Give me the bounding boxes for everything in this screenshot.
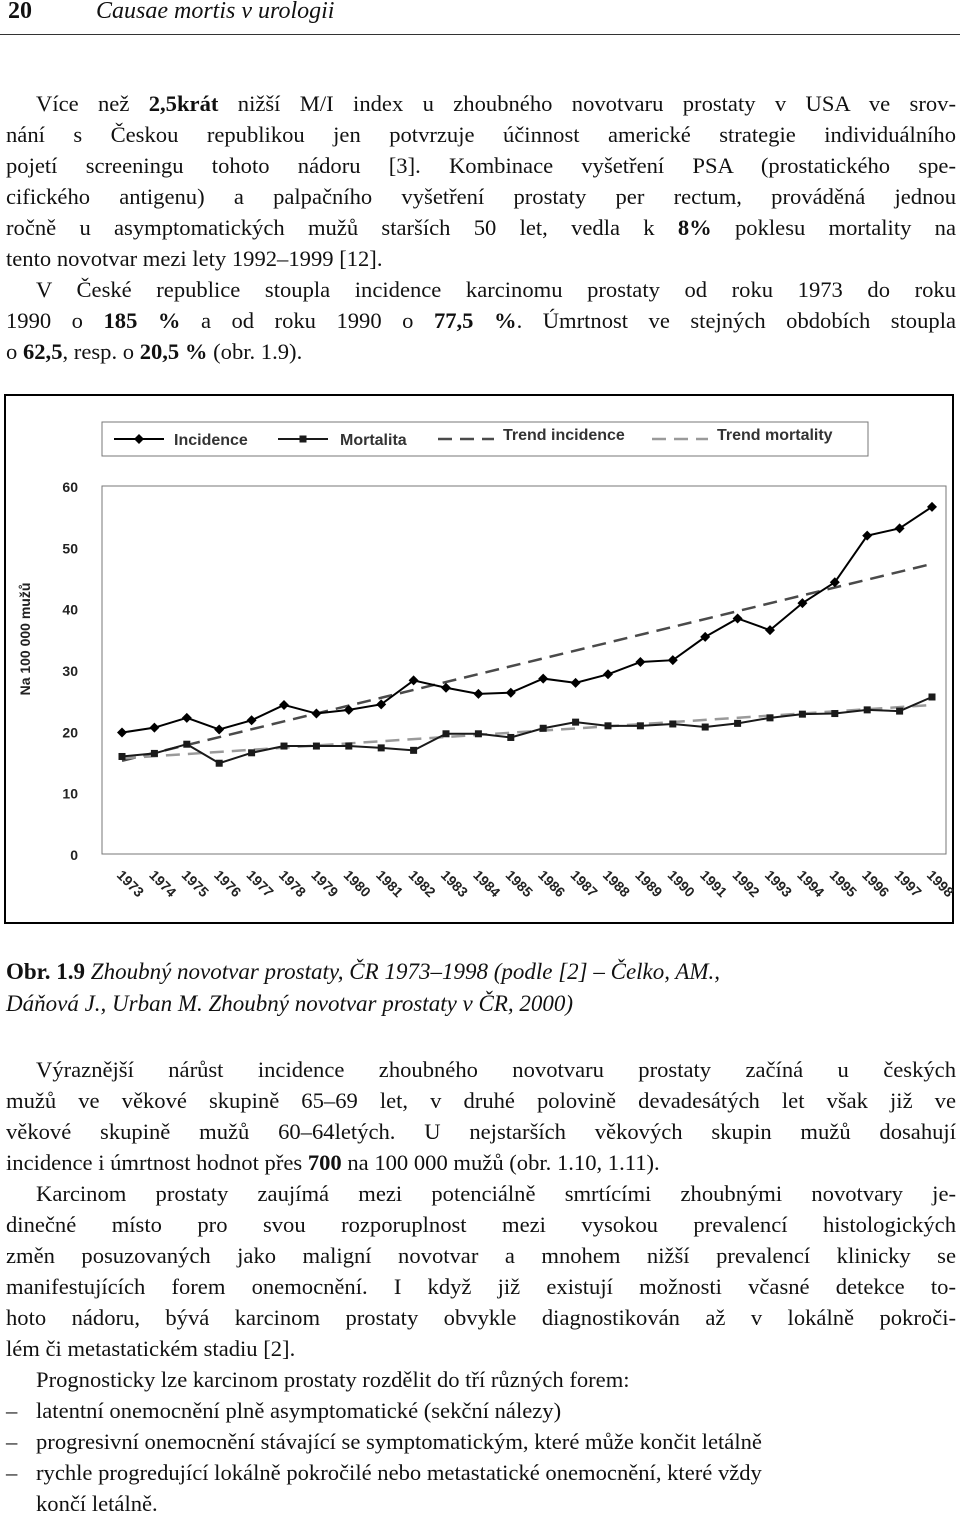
y-tick-label: 30 — [62, 663, 78, 679]
page-header — [0, 0, 960, 35]
text-line — [6, 119, 956, 150]
x-tick-label: 1989 — [632, 866, 666, 901]
text-segment: lém či metastatickém stadiu [2]. — [6, 1336, 296, 1361]
text-segment: tento novotvar mezi lety 1992–1999 [12]. — [6, 246, 383, 271]
mortality-point — [572, 719, 579, 726]
mortality-point — [929, 693, 936, 700]
mortality-line — [122, 697, 932, 763]
mortality-point — [410, 747, 417, 754]
x-tick-label: 1981 — [373, 866, 407, 901]
text-line — [6, 1116, 956, 1147]
mortality-point — [475, 730, 482, 737]
paragraph-1 — [6, 88, 956, 274]
mortality-point — [702, 724, 709, 731]
mortality-point — [637, 722, 644, 729]
x-tick-label: 1995 — [826, 866, 861, 901]
legend-incidence-label: Incidence — [174, 432, 248, 449]
incidence-point — [311, 709, 321, 719]
text-segment: dinečné místo pro svou rozporuplnost mezi vysokou prevalencí histologických — [6, 1212, 956, 1237]
paragraph-4 — [6, 1178, 956, 1364]
x-tick-label: 1987 — [567, 866, 601, 901]
text-line — [6, 181, 956, 212]
text-segment: Více než — [36, 91, 149, 116]
text-line — [6, 336, 956, 367]
text-segment: ročně u asymptomatických mužů starších 50 let, vedla k — [6, 215, 678, 240]
text-line — [6, 1209, 956, 1240]
paragraph-3 — [6, 1054, 956, 1178]
incidence-point — [635, 657, 645, 667]
x-tick-label: 1984 — [470, 866, 504, 901]
x-tick-label: 1982 — [405, 866, 439, 901]
x-tick-label: 1978 — [275, 866, 310, 901]
emphasis: 20,5 % — [139, 339, 208, 364]
mortality-point — [313, 743, 320, 750]
mortality-point — [734, 720, 741, 727]
mortality-point — [443, 730, 450, 737]
x-tick-label: 1975 — [178, 866, 213, 901]
text-segment: 1990 o — [6, 308, 104, 333]
bullet-dash: – — [6, 1460, 18, 1485]
incidence-point — [117, 728, 127, 738]
x-tick-label: 1993 — [761, 866, 796, 901]
y-tick-label: 40 — [62, 601, 78, 618]
text-segment: Karcinom prostaty zaujímá mezi potenciálně smrtícími zhoubnými novotvary je- — [36, 1181, 956, 1206]
y-tick-label: 0 — [70, 847, 78, 863]
legend-trend-mortality-label: Trend mortality — [717, 427, 833, 444]
text-line — [6, 1085, 956, 1116]
mortality-point — [183, 741, 190, 748]
incidence-point — [149, 723, 159, 733]
incidence-point — [214, 724, 224, 734]
caption-text-2: Dáňová J., Urban M. Zhoubný novotvar prostaty v ČR, 2000) — [6, 991, 574, 1016]
text-line — [6, 1271, 956, 1302]
trend-mortality-line — [122, 705, 932, 758]
text-line — [6, 274, 956, 305]
y-tick-label: 50 — [62, 540, 78, 557]
x-tick-label: 1991 — [697, 866, 731, 901]
x-tick-label: 1983 — [437, 866, 472, 901]
mortality-point — [540, 725, 547, 732]
mortality-point — [864, 706, 871, 713]
text-segment: změn posuzovaných jako maligní novotvar a mnohem nižší prevalencí klinicky se — [6, 1243, 956, 1268]
caption-line-2 — [6, 988, 956, 1020]
text-segment: poklesu mortality na — [711, 215, 956, 240]
caption-text-1: Zhoubný novotvar prostaty, ČR 1973–1998 (podle [2] – Čelko, AM., — [90, 959, 721, 984]
figure-chart — [4, 394, 958, 924]
mortality-point — [345, 743, 352, 750]
mortality-point — [248, 749, 255, 756]
text-line — [6, 305, 956, 336]
incidence-point — [279, 700, 289, 710]
x-tick-label: 1973 — [113, 866, 148, 901]
text-segment: (obr. 1.9). — [207, 339, 303, 364]
legend-mortality-label: Mortalita — [340, 432, 407, 449]
legend-trend-incidence-label: Trend incidence — [503, 427, 625, 444]
text-segment: o — [6, 339, 23, 364]
text-segment: manifestujících forem onemocnění. I když již existují možnosti včasné detekce to- — [6, 1274, 956, 1299]
plot-area — [102, 486, 946, 854]
text-segment: mužů ve věkové skupině 65–69 let, v druhé polovině devadesátých let však již ve — [6, 1088, 956, 1113]
x-tick-label: 1988 — [599, 866, 634, 901]
incidence-point — [538, 674, 548, 684]
text-segment: na 100 000 mužů (obr. 1.10, 1.11). — [341, 1150, 660, 1175]
x-tick-label: 1976 — [211, 866, 245, 901]
x-tick-label: 1998 — [923, 866, 958, 901]
y-tick-label: 60 — [62, 479, 78, 495]
incidence-point — [247, 715, 257, 725]
emphasis: 700 — [307, 1150, 342, 1175]
mortality-point — [896, 708, 903, 715]
x-tick-label: 1994 — [794, 866, 828, 901]
running-title: Causae mortis v urologii — [96, 0, 335, 24]
text-segment: cifického antigenu) a palpačního vyšetření prostaty per rectum, prováděná jednou — [6, 184, 956, 209]
emphasis: 8% — [677, 215, 712, 240]
text-line — [6, 88, 956, 119]
mortality-point — [507, 734, 514, 741]
y-tick-label: 10 — [62, 785, 78, 802]
text-segment: věkové skupině mužů 60–64letých. U nejstarších věkových skupin mužů dosahují — [6, 1119, 956, 1144]
incidence-line — [122, 507, 932, 733]
x-tick-label: 1977 — [243, 866, 277, 901]
text-line — [6, 150, 956, 181]
text-line — [6, 1240, 956, 1271]
text-segment: . Úmrtnost ve stejných obdobích stoupla — [516, 308, 956, 333]
bullet-text: končí letálně. — [36, 1491, 158, 1516]
line-chart — [6, 396, 958, 922]
mortality-point — [281, 743, 288, 750]
x-tick-label: 1980 — [340, 866, 375, 901]
text-segment: nižší M/I index u zhoubného novotvaru prostaty v USA ve srov- — [218, 91, 956, 116]
mortality-point — [605, 722, 612, 729]
bullet-text: progresivní onemocnění stávající se symptomatickým, které může končit letálně — [36, 1429, 762, 1454]
emphasis: 62,5 — [22, 339, 63, 364]
x-tick-label: 1985 — [502, 866, 537, 901]
text-line — [6, 1054, 956, 1085]
emphasis: 185 % — [103, 308, 181, 333]
mortality-point — [669, 720, 676, 727]
mortality-point — [767, 714, 774, 721]
paragraph-5 — [6, 1364, 956, 1395]
text-line — [6, 212, 956, 243]
text-segment: Výraznější nárůst incidence zhoubného novotvaru prostaty začíná u českých — [36, 1057, 956, 1082]
mortality-point — [799, 711, 806, 718]
x-tick-label: 1996 — [859, 866, 893, 901]
paragraph-2 — [6, 274, 956, 367]
incidence-point — [733, 613, 743, 623]
text-segment: V České republice stoupla incidence karcinomu prostaty od roku 1973 do roku — [36, 277, 956, 302]
text-line — [6, 243, 956, 274]
bullet-text: rychle progredující lokálně pokročilé nebo metastatické onemocnění, které vždy — [36, 1460, 762, 1485]
incidence-point — [571, 678, 581, 688]
text-segment: a od roku 1990 o — [180, 308, 434, 333]
text-line — [6, 1147, 956, 1178]
x-tick-label: 1974 — [146, 866, 180, 901]
caption-line-1 — [6, 956, 956, 988]
x-tick-label: 1986 — [535, 866, 569, 901]
emphasis: 2,5krát — [148, 91, 219, 116]
text-segment: nání s Českou republikou jen potvrzuje účinnost americké strategie individuálního — [6, 122, 956, 147]
incidence-point — [182, 713, 192, 723]
text-segment: Prognosticky lze karcinom prostaty rozdělit do tří různých forem: — [36, 1367, 630, 1392]
text-segment: hoto nádoru, bývá karcinom prostaty obvykle diagnostikován až v lokálně pokroči- — [6, 1305, 956, 1330]
bullet-dash: – — [6, 1398, 18, 1423]
bullet-dash: – — [6, 1429, 18, 1454]
incidence-point — [506, 688, 516, 698]
x-tick-label: 1992 — [729, 866, 763, 901]
x-tick-label: 1997 — [891, 866, 925, 901]
legend-mortality-marker — [300, 436, 307, 443]
x-tick-label: 1990 — [664, 866, 699, 901]
incidence-point — [603, 669, 613, 679]
caption-label: Obr. 1.9 — [6, 959, 86, 984]
text-segment: incidence i úmrtnost hodnot přes — [6, 1150, 308, 1175]
figure-caption — [6, 956, 956, 1020]
mortality-point — [831, 710, 838, 717]
incidence-point — [473, 689, 483, 699]
emphasis: 77,5 % — [433, 308, 517, 333]
text-line — [6, 1178, 956, 1209]
text-line — [6, 1364, 956, 1395]
mortality-point — [151, 750, 158, 757]
bullet-text: latentní onemocnění plně asymptomatické (sekční nálezy) — [36, 1398, 562, 1423]
text-line — [6, 1302, 956, 1333]
mortality-point — [216, 760, 223, 767]
page-number: 20 — [8, 0, 32, 24]
mortality-point — [378, 744, 385, 751]
x-tick-label: 1979 — [308, 866, 342, 901]
y-tick-label: 20 — [62, 724, 78, 741]
mortality-point — [119, 753, 126, 760]
text-segment: , resp. o — [62, 339, 140, 364]
incidence-point — [441, 683, 451, 693]
y-axis-label: Na 100 000 mužů — [17, 582, 33, 696]
text-segment: pojetí screeningu tohoto nádoru [3]. Kombinace vyšetření PSA (prostatického spe- — [6, 153, 956, 178]
text-line — [6, 1333, 956, 1364]
